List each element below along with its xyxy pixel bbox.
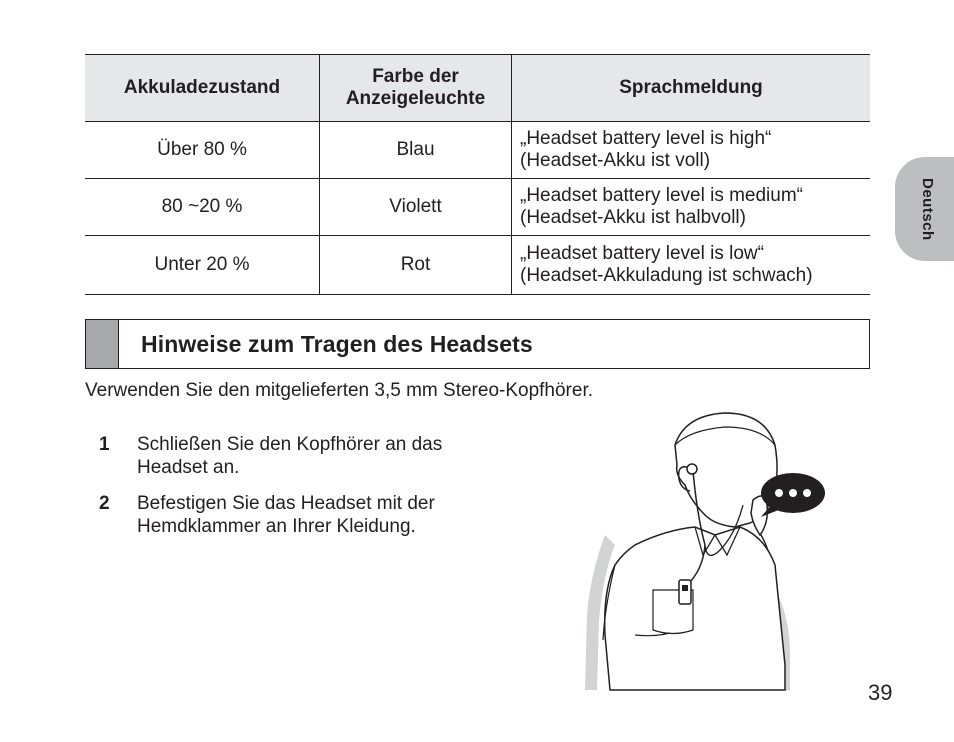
message-line1: „Headset battery level is high“ (520, 128, 772, 149)
list-item (99, 433, 519, 479)
page-number: 39 (868, 680, 893, 705)
speech-bubble-icon (761, 473, 825, 517)
list-item (99, 492, 519, 538)
message-line1: „Headset battery level is medium“ (520, 185, 803, 206)
cell-level: 80 ~20 % (85, 179, 320, 236)
language-tab-label: Deutsch (919, 177, 936, 241)
header-indicator-color-line2: Anzeigeleuchte (345, 88, 486, 109)
language-side-tab (895, 157, 954, 261)
table-row (85, 122, 870, 179)
message-line2: (Headset-Akkuladung ist schwach) (520, 265, 813, 286)
header-indicator-color-line1: Farbe der (372, 66, 459, 87)
cell-level: Unter 20 % (85, 236, 320, 295)
cell-color: Rot (320, 236, 512, 295)
message-line2: (Headset-Akku ist halbvoll) (520, 207, 746, 228)
table-row (85, 179, 870, 236)
battery-status-table (85, 54, 870, 295)
step-text-line1: Schließen Sie den Kopfhörer an das (137, 434, 443, 455)
step-text-line1: Befestigen Sie das Headset mit der (137, 493, 435, 514)
cell-message (512, 236, 871, 295)
table-row (85, 236, 870, 295)
person-wearing-headset-icon (575, 405, 845, 695)
cell-message (512, 179, 871, 236)
header-charge-level: Akkuladezustand (85, 55, 320, 122)
step-text (137, 433, 442, 479)
message-line1: „Headset battery level is low“ (520, 243, 764, 264)
step-text (137, 492, 435, 538)
step-number: 2 (99, 493, 110, 514)
cell-color: Violett (320, 179, 512, 236)
intro-text: Verwenden Sie den mitgelieferten 3,5 mm Stereo-Kopfhörer. (85, 380, 594, 401)
header-voice-message: Sprachmeldung (512, 55, 871, 122)
step-text-line2: Hemdklammer an Ihrer Kleidung. (137, 516, 416, 537)
table-header-row (85, 55, 870, 122)
cell-level: Über 80 % (85, 122, 320, 179)
section-header-bar (86, 320, 119, 368)
steps-list (99, 433, 519, 551)
cell-message (512, 122, 871, 179)
step-number: 1 (99, 434, 110, 455)
section-header (85, 319, 870, 369)
header-indicator-color (320, 55, 512, 122)
step-text-line2: Headset an. (137, 457, 240, 478)
message-line2: (Headset-Akku ist voll) (520, 150, 711, 171)
section-title: Hinweise zum Tragen des Headsets (141, 330, 533, 357)
cell-color: Blau (320, 122, 512, 179)
